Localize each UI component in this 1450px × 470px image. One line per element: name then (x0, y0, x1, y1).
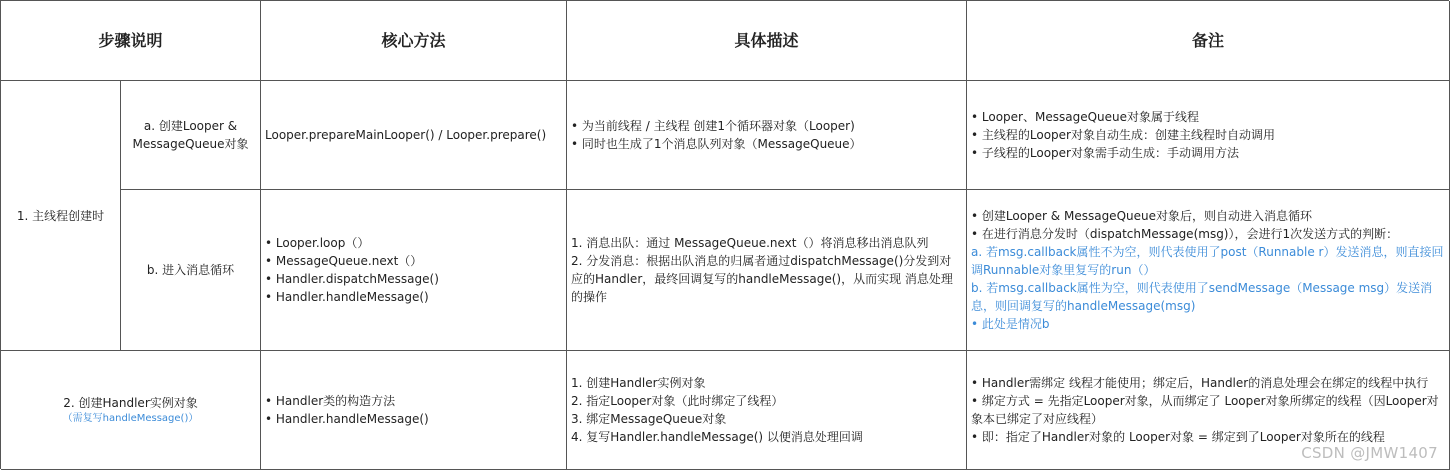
notes-a-line-2: • 主线程的Looper对象自动生成：创建主线程时自动调用 (971, 128, 1275, 142)
desc-b-line-2: 2. 分发消息：根据出队消息的归属者通过dispatchMessage()分发到对应的Handler，最终回调复写的handleMessage()，从而实现 消息处理 的操作 (571, 254, 953, 304)
method-b-line-4: • Handler.handleMessage() (265, 290, 429, 304)
notes-b-line-1: • 创建Looper & MessageQueue对象后，则自动进入消息循环 (971, 209, 1312, 223)
desc-b-line-1: 1. 消息出队：通过 MessageQueue.next（）将消息移出消息队列 (571, 236, 929, 250)
header-notes-label: 备注 (1191, 30, 1224, 50)
notes-b-case-note: • 此处是情况b (971, 317, 1050, 331)
step-b-label: b. 进入消息循环 (146, 263, 235, 277)
desc-b (567, 190, 967, 351)
group-main-thread (1, 81, 121, 351)
method-b-line-2: • MessageQueue.next（） (265, 254, 423, 268)
desc-create-line-4: 4. 复写Handler.handleMessage() 以便消息处理回调 (571, 430, 863, 444)
notes-a (967, 81, 1450, 190)
method-b-line-3: • Handler.dispatchMessage() (265, 272, 439, 286)
notes-b (967, 190, 1450, 351)
notes-create-line-3: • 即：指定了Handler对象的 Looper对象 = 绑定到了Looper对象所在的线程 (971, 430, 1385, 444)
desc-a (567, 81, 967, 190)
step-a (121, 81, 261, 190)
header-method-label: 核心方法 (381, 30, 446, 50)
notes-a-line-3: • 子线程的Looper对象需手动生成：手动调用方法 (971, 146, 1239, 160)
header-steps (1, 1, 261, 81)
notes-create-line-2: • 绑定方式 = 先指定Looper对象，从而绑定了 Looper对象所绑定的线程（因Looper对象本已绑定了对应线程） (971, 394, 1439, 426)
desc-create-line-1: 1. 创建Handler实例对象 (571, 376, 706, 390)
notes-a-line-1: • Looper、MessageQueue对象属于线程 (971, 110, 1200, 124)
step-create-handler-note: （需复写handleMessage()） (62, 413, 199, 424)
step-a-line-2: MessageQueue对象 (132, 137, 249, 151)
method-create-line-1: • Handler类的构造方法 (265, 394, 396, 408)
notes-b-case-b: b. 若msg.callback属性为空，则代表使用了sendMessage（Message msg）发送消息，则回调复写的handleMessage(msg) (971, 281, 1433, 313)
csdn-watermark: CSDN @JMW1407 (1301, 444, 1438, 462)
method-b-line-1: • Looper.loop（） (265, 236, 370, 250)
desc-create-line-2: 2. 指定Looper对象（此时绑定了线程） (571, 394, 784, 408)
step-create-handler-label: 2. 创建Handler实例对象 (63, 396, 198, 410)
desc-create-line-3: 3. 绑定MessageQueue对象 (571, 412, 727, 426)
notes-b-case-a: a. 若msg.callback属性不为空，则代表使用了post（Runnable r）发送消息，则直接回调Runnable对象里复写的run（） (971, 245, 1444, 277)
step-a-line-1: a. 创建Looper & (143, 119, 238, 133)
notes-b-line-2: • 在进行消息分发时（dispatchMessage(msg)），会进行1次发送方式的判断： (971, 227, 1399, 241)
header-method (261, 1, 567, 81)
step-create-handler (1, 351, 261, 470)
header-notes (967, 1, 1450, 81)
method-a-text: Looper.prepareMainLooper() / Looper.prepare() (265, 128, 547, 142)
step-b (121, 190, 261, 351)
header-desc (567, 1, 967, 81)
method-a (261, 81, 567, 190)
desc-create-handler (567, 351, 967, 470)
method-create-line-2: • Handler.handleMessage() (265, 412, 429, 426)
desc-a-line-2: • 同时也生成了1个消息队列对象（MessageQueue） (571, 137, 862, 151)
desc-a-line-1: • 为当前线程 / 主线程 创建1个循环器对象（Looper) (571, 119, 855, 133)
group-main-thread-label: 1. 主线程创建时 (16, 208, 105, 223)
header-steps-label: 步骤说明 (98, 30, 163, 50)
header-desc-label: 具体描述 (734, 30, 799, 50)
notes-create-line-1: • Handler需绑定 线程才能使用；绑定后，Handler的消息处理会在绑定的线程中执行 (971, 376, 1429, 390)
method-b (261, 190, 567, 351)
method-create-handler (261, 351, 567, 470)
